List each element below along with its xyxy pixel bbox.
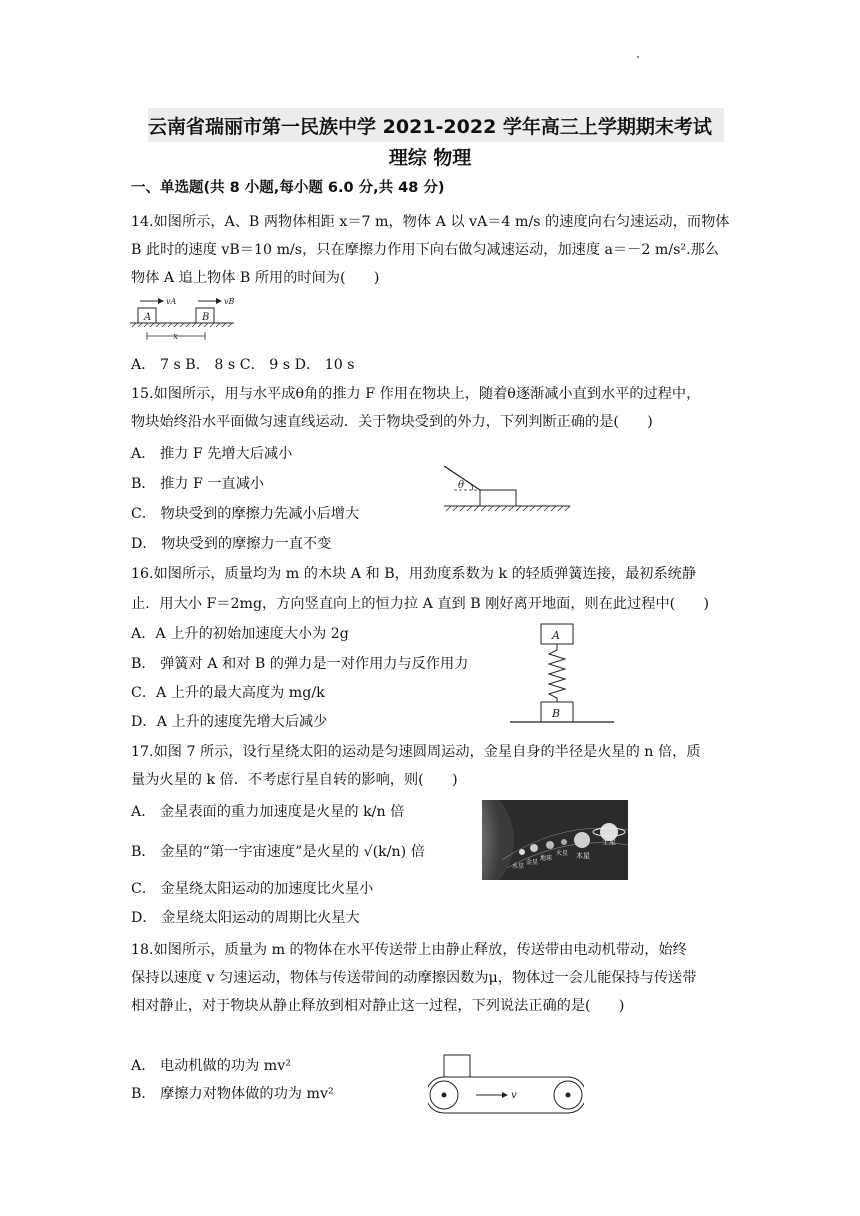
q16-option-c: C．A 上升的最大高度为 mg/k [131, 685, 325, 701]
q16-option-a: A．A 上升的初始加速度大小为 2g [131, 626, 349, 642]
q17-label-mercury: 水星 [512, 863, 525, 870]
q15-option-d: D． 物块受到的摩擦力一直不变 [131, 536, 332, 552]
q17-stem-line: 量为火星的 k 倍．不考虑行星自转的影响，则( ) [131, 772, 458, 788]
q14-label-va: vA [166, 297, 177, 306]
q14-label-b: B [202, 312, 210, 323]
q16-label-a: A [552, 629, 560, 642]
q14-label-x: x [173, 332, 179, 342]
q17-label-jupiter: 木星 [576, 852, 590, 860]
section-heading: 一、单选题(共 8 小题,每小题 6.0 分,共 48 分) [131, 180, 445, 196]
q17-solar-system-image [482, 800, 628, 880]
q17-option-c: C． 金星绕太阳运动的加速度比火星小 [131, 881, 374, 897]
q18-stem-line: 相对静止，对于物块从静止释放到相对静止这一过程，下列说法正确的是( ) [131, 998, 625, 1014]
q18-stem-line: 保持以速度 v 匀速运动，物体与传送带间的动摩擦因数为μ，物体过一会儿能保持与传送带 [131, 970, 697, 986]
q16-figure [510, 622, 614, 728]
page-subtitle: 理综 物理 [388, 147, 472, 169]
q17-stem-line: 17.如图 7 所示，设行星绕太阳的运动是匀速圆周运动，金星自身的半径是火星的 n 倍，质 [131, 744, 701, 760]
q17-label-venus: 金星 [526, 859, 539, 866]
q18-option-a: A． 电动机做的功为 mv² [131, 1058, 291, 1074]
q16-label-b: B [552, 707, 561, 720]
q16-option-b: B． 弹簧对 A 和对 B 的弹力是一对作用力与反作用力 [131, 656, 469, 672]
q15-figure [444, 458, 574, 520]
q15-option-b: B． 推力 F 一直减小 [131, 476, 265, 492]
q17-label-mars: 火星 [556, 850, 569, 857]
q14-stem-line: 物体 A 追上物体 B 所用的时间为( ) [131, 270, 380, 286]
q16-option-d: D．A 上升的速度先增大后减少 [131, 714, 328, 730]
q15-stem-line: 物块始终沿水平面做匀速直线运动．关于物块受到的外力，下列判断正确的是( ) [131, 414, 653, 430]
q15-option-a: A． 推力 F 先增大后减小 [131, 446, 293, 462]
q15-label-theta: θ [458, 480, 465, 491]
q18-stem-line: 18.如图所示，质量为 m 的物体在水平传送带上由静止释放，传送带由电动机带动，始终 [131, 942, 687, 958]
q18-conveyor-figure [428, 1052, 584, 1116]
q15-stem-line: 15.如图所示，用与水平成θ角的推力 F 作用在物块上，随着θ逐渐减小直到水平的过程中， [131, 386, 701, 402]
q18-option-b: B． 摩擦力对物体做的功为 mv² [131, 1086, 334, 1102]
page-title: 云南省瑞丽市第一民族中学 2021-2022 学年高三上学期期末考试 [148, 116, 712, 138]
q14-options: A． 7 s B． 8 s C． 9 s D． 10 s [131, 357, 355, 373]
q17-option-a: A． 金星表面的重力加速度是火星的 k/n 倍 [131, 804, 405, 820]
q17-label-earth: 地球 [540, 855, 553, 862]
q16-stem-line: 止．用大小 F＝2mg，方向竖直向上的恒力拉 A 直到 B 刚好离开地面，则在此过程中( ) [131, 596, 710, 612]
q15-option-c: C． 物块受到的摩擦力先减小后增大 [131, 506, 360, 522]
page-mark [637, 56, 639, 58]
q14-figure [128, 296, 238, 346]
q16-stem-line: 16.如图所示，质量均为 m 的木块 A 和 B，用劲度系数为 k 的轻质弹簧连接，最初系统静 [131, 566, 697, 582]
q18-label-v: v [511, 1090, 517, 1101]
q17-option-d: D． 金星绕太阳运动的周期比火星大 [131, 910, 360, 926]
q14-label-vb: vB [224, 297, 235, 306]
q14-stem-line: B 此时的速度 vB＝10 m/s，只在摩擦力作用下向右做匀减速运动，加速度 a＝－2 m/s².那么 [131, 242, 719, 258]
q17-option-b: B． 金星的“第一宇宙速度”是火星的 √(k/n) 倍 [131, 844, 425, 860]
q14-label-a: A [144, 312, 152, 323]
q17-label-saturn: 土星 [602, 838, 616, 846]
q14-stem-line: 14.如图所示，A、B 两物体相距 x＝7 m，物体 A 以 vA＝4 m/s 的速度向右匀速运动，而物体 [131, 214, 730, 230]
